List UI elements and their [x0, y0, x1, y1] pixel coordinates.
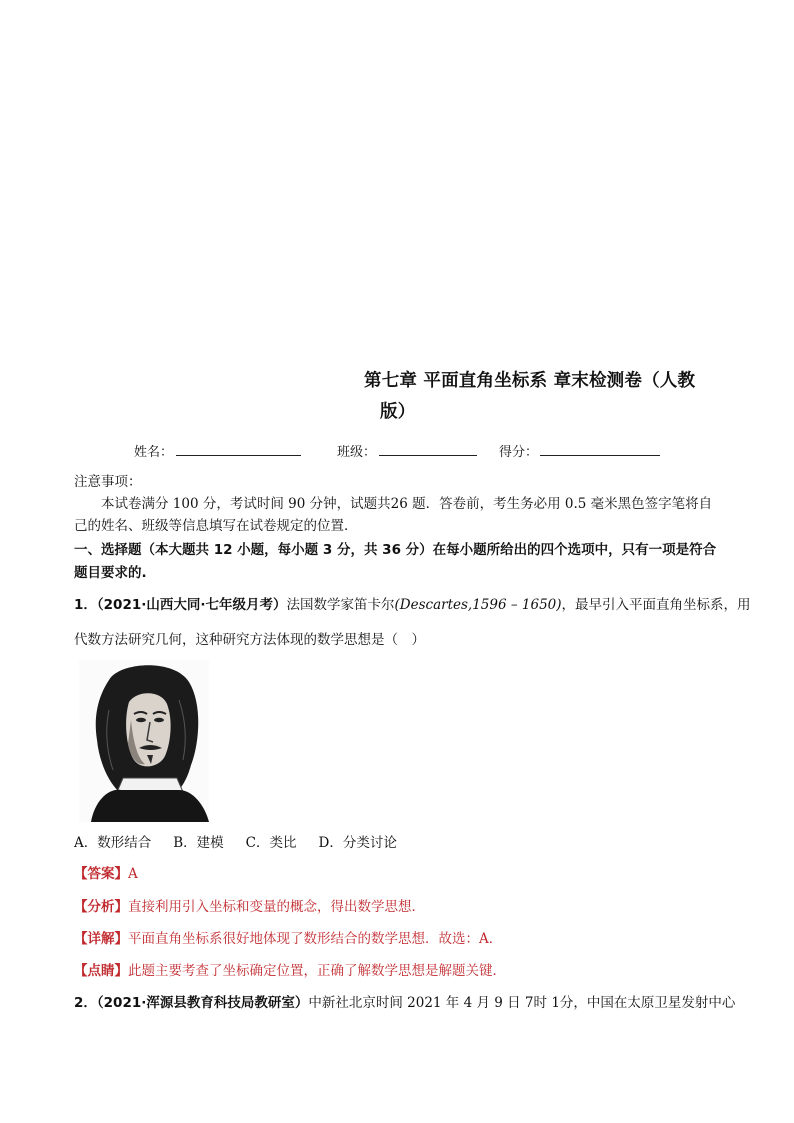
notice-heading: 注意事项：: [74, 474, 142, 490]
title-line-1: 第七章 平面直角坐标系 章末检测卷（人教: [364, 371, 696, 391]
detail-tag: 【详解】: [74, 931, 128, 947]
section-heading-line-1: 一、选择题（本大题共 12 小题，每小题 3 分，共 36 分）在每小题所给出的四个选项中，只有一项是符合: [74, 542, 717, 558]
name-blank[interactable]: [176, 455, 301, 456]
option-c[interactable]: C．类比: [245, 835, 297, 851]
notice-line-1: 本试卷满分 100 分，考试时间 90 分钟，试题共26 题．答卷前，考生务必用 0.5 毫米黑色签字笔将自: [101, 496, 713, 512]
analysis-tag: 【分析】: [74, 899, 128, 915]
question-2-text: 中新社北京时间 2021 年 4 月 9 日 7时 1分，中国在太原卫星发射中心: [308, 995, 736, 1011]
question-1-text-b: ，最早引入平面直角坐标系，用: [561, 597, 751, 613]
class-label: 班级：: [337, 445, 377, 460]
detail-text: 平面直角坐标系很好地体现了数形结合的数学思想．故选：A．: [128, 931, 503, 947]
title-line-2: 版）: [380, 402, 416, 422]
question-1-line-1: [74, 595, 751, 615]
question-2-line-1: [74, 993, 735, 1013]
analysis-row: [74, 897, 425, 917]
question-1-number: 1．: [74, 597, 97, 613]
detail-row: [74, 929, 502, 949]
score-label: 得分：: [499, 445, 539, 460]
section-heading-line-2: 题目要求的.: [74, 565, 147, 581]
option-b[interactable]: B．建模: [173, 835, 224, 851]
comment-row: [74, 961, 506, 981]
question-2-source: （2021·浑源县教育科技局教研室）: [96, 995, 309, 1011]
student-info-row: [134, 441, 694, 461]
score-blank[interactable]: [540, 455, 660, 456]
question-2-number: 2．: [74, 995, 97, 1011]
option-a[interactable]: A．数形结合: [74, 835, 152, 851]
analysis-text: 直接利用引入坐标和变量的概念，得出数学思想．: [128, 899, 425, 915]
answer-value: A: [128, 866, 138, 882]
descartes-portrait: [79, 660, 209, 822]
question-1-text-a: 法国数学家笛卡尔: [286, 597, 395, 613]
notice-line-2: 己的姓名、班级等信息填写在试卷规定的位置．: [74, 518, 358, 534]
question-1-line-2: 代数方法研究几何，这种研究方法体现的数学思想是（ ）: [74, 632, 425, 648]
question-1-formula: (Descartes,1596 – 1650): [394, 597, 562, 613]
comment-text: 此题主要考查了坐标确定位置，正确了解数学思想是解题关键．: [128, 963, 506, 979]
answer-tag: 【答案】: [74, 866, 128, 882]
document-title: [364, 366, 744, 428]
question-1-source: （2021·山西大同·七年级月考）: [96, 597, 287, 613]
answer-row: [74, 864, 138, 884]
comment-tag: 【点睛】: [74, 963, 128, 979]
option-d[interactable]: D．分类讨论: [318, 835, 397, 851]
name-label: 姓名：: [134, 445, 174, 460]
question-1-options: [74, 833, 419, 853]
class-blank[interactable]: [379, 455, 477, 456]
